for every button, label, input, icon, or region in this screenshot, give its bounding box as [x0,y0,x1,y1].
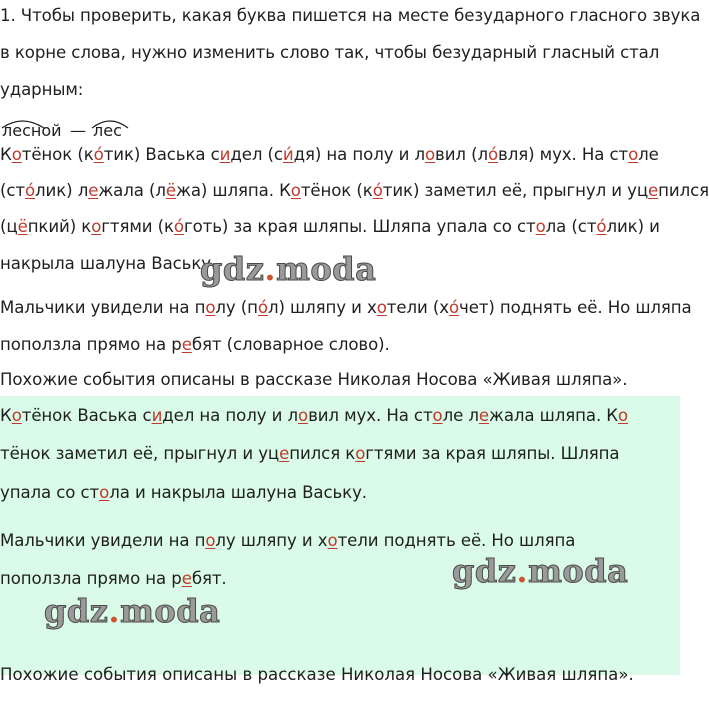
text-segment: готь) за края шляпы. Шляпа упала со ст [183,217,536,236]
marked-vowel: о́ [596,217,607,236]
marked-vowel: о [327,531,338,550]
text-segment: лик) и [606,217,660,236]
text-segment: тёнок заметил её, прыгнул и уц [0,444,280,463]
text-segment: Похожие события описаны в рассказе Николая Носова «Живая шляпа». [0,370,628,389]
text-segment: пился [658,181,709,200]
marked-vowel: и [219,145,231,164]
marked-vowel: о [298,406,309,425]
text-segment: лу шляпу и х [215,531,328,550]
intro-line-2: в корне слова, нужно изменить слово так, чтобы безударный гласный стал [0,43,660,62]
text-segment: жа) шляпа. К [175,181,291,200]
cut-off-line [0,663,680,684]
text-segment: К [0,406,12,425]
watermark-left: gdz [200,250,265,288]
text-segment: поползла прямо на р [0,569,182,588]
marked-vowel: о́ [257,298,268,317]
watermark-dot: . [516,552,529,590]
root-example [0,116,140,138]
text-segment: дел на полу и л [162,406,298,425]
text-segment: тёнок (к [21,145,94,164]
task-line [0,298,692,317]
marked-vowel: ё [17,217,28,236]
text-segment: гтями за края шляпы. Шляпа [365,444,620,463]
marked-vowel: о́ [448,298,459,317]
text-segment: К [0,145,12,164]
answer-line [0,569,227,588]
marked-vowel: е [181,335,192,354]
answer-line [0,444,619,463]
marked-vowel: о [99,483,110,502]
text-segment: бят. [191,569,227,588]
watermark-logo [44,592,220,630]
text-segment: тёнок (к [300,181,373,200]
watermark-left: gdz [452,552,517,590]
text-segment: поползла прямо на р [0,335,182,354]
text-segment: лик) л [35,181,89,200]
watermark-left: gdz [44,592,109,630]
marked-vowel: о [628,145,639,164]
marked-vowel: о [376,298,387,317]
marked-vowel: о [205,531,216,550]
intro-line-1: 1. Чтобы проверить, какая буква пишется на месте безударного гласного звука [0,6,701,25]
text-segment: накрыла шалуна Ваську. [0,254,217,273]
answer-line [0,483,367,502]
text-segment: дел (с [230,145,283,164]
watermark-right: moda [120,592,221,630]
task-line [0,335,390,354]
text-segment: Мальчики увидели на п [0,298,206,317]
watermark-right: moda [528,552,629,590]
text-segment: тик) заметил её, прыгнул и уц [382,181,649,200]
text-segment: чет) поднять её. Но шляпа [459,298,692,317]
text-segment: (ц [0,217,18,236]
task-line [0,217,660,236]
task-line [0,370,627,389]
text-segment: вил мух. На ст [308,406,433,425]
marked-vowel: е [181,569,192,588]
marked-vowel: е [88,181,99,200]
text-segment: Мальчики увидели на п [0,531,206,550]
marked-vowel: о [91,217,102,236]
answer-line [0,531,575,550]
marked-vowel: о́ [93,145,104,164]
marked-vowel: ё [165,181,176,200]
marked-vowel: е [648,181,659,200]
marked-vowel: о [618,406,629,425]
text-segment: дя) на полу и л [293,145,425,164]
marked-vowel: и [151,406,163,425]
marked-vowel: о́ [487,145,499,164]
task-line [0,254,216,273]
text-segment: жала (л [98,181,166,200]
cut-line-text: Похожие события описаны в рассказе Николая Носова «Живая шляпа». [0,665,634,684]
marked-vowel: е [279,444,290,463]
intro-line-3: ударным: [0,80,84,99]
marked-vowel: о́ [372,181,383,200]
text-segment: л) шляпу и х [267,298,377,317]
marked-vowel: о [432,406,443,425]
marked-vowel: и́ [282,145,294,164]
example-dash: — [70,121,86,140]
text-segment: гтями (к [101,217,174,236]
text-segment: лу (п [215,298,258,317]
watermark-logo [200,250,376,288]
task-line [0,145,659,164]
text-segment: ле л [442,406,479,425]
example-word-1: лесной [2,121,62,140]
task-line [0,181,709,200]
text-segment: упала со ст [0,483,100,502]
marked-vowel: е [478,406,489,425]
marked-vowel: о [424,145,436,164]
text-segment: пился к [289,444,356,463]
text-segment: тёнок Васька с [21,406,152,425]
marked-vowel: о [205,298,216,317]
watermark-dot: . [264,250,277,288]
watermark-right: moda [276,250,377,288]
text-segment: вил (л [435,145,488,164]
text-segment: ла и накрыла шалуна Ваську. [109,483,367,502]
text-segment: вля) мух. На ст [498,145,629,164]
marked-vowel: о [11,406,22,425]
watermark-logo [452,552,628,590]
marked-vowel: о [290,181,301,200]
text-segment: жала шляпа. К [489,406,618,425]
text-segment: (ст [0,181,25,200]
answer-line [0,406,628,425]
text-segment: ле [638,145,659,164]
marked-vowel: о [355,444,366,463]
text-segment: тик) Васька с [103,145,220,164]
example-word-2: лес [93,121,122,140]
marked-vowel: о́ [24,181,36,200]
watermark-dot: . [108,592,121,630]
text-segment: ла (ст [545,217,597,236]
marked-vowel: о́ [173,217,184,236]
text-segment: тели (х [386,298,449,317]
marked-vowel: о [11,145,22,164]
text-segment: бят (словарное слово). [191,335,390,354]
text-segment: тели поднять её. Но шляпа [337,531,576,550]
text-segment: пкий) к [27,217,92,236]
marked-vowel: о [535,217,546,236]
